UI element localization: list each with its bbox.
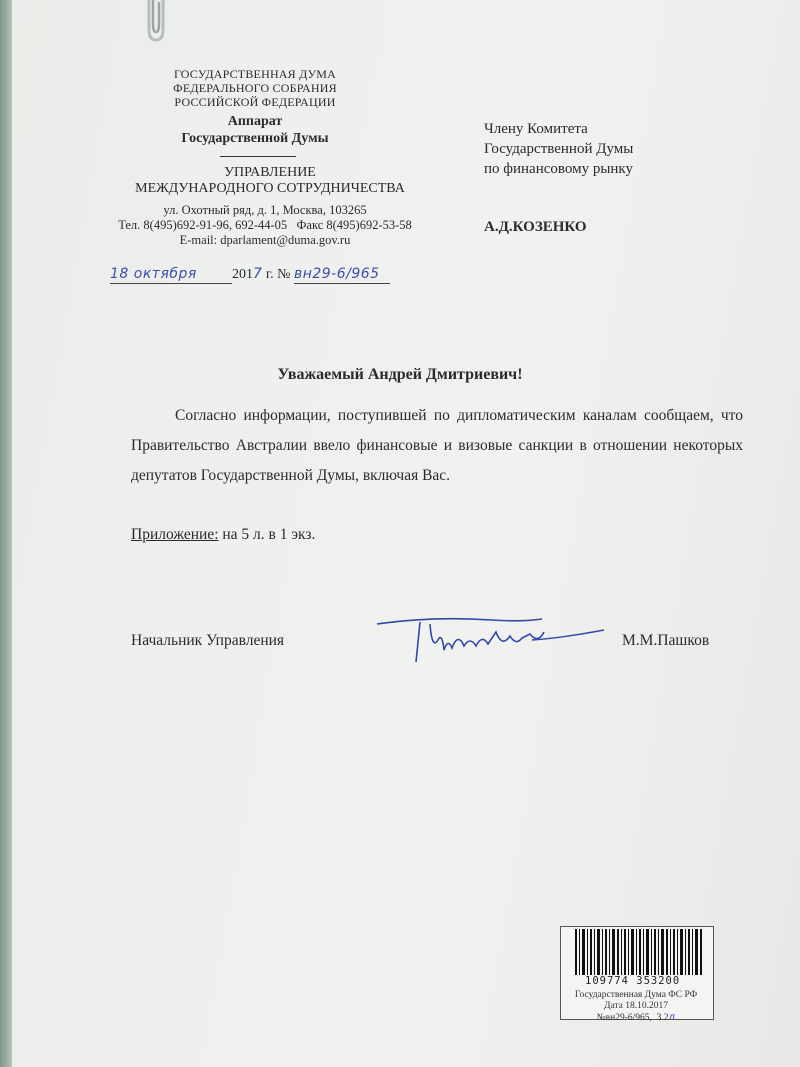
- letter-body: Согласно информации, поступившей по дипломатическим каналам сообщаем, что Правительство Австралии ввело финансовые и визовые санкции в отношении некоторых депутатов Государственной Думы, включая Вас.: [131, 407, 743, 484]
- addressee-block: [484, 119, 633, 179]
- attachment-label: Приложение:: [131, 526, 219, 543]
- attachment-text: на 5 л. в 1 экз.: [222, 526, 316, 543]
- letterhead-divider: [220, 156, 296, 157]
- addressee-line: по финансовому рынку: [484, 161, 634, 177]
- letterhead-line: УПРАВЛЕНИЕ: [224, 165, 316, 180]
- stamp-pages: 3.2: [656, 1013, 669, 1023]
- stamp-org: Государственная Дума ФС РФ: [574, 990, 698, 1000]
- handwritten-number: вн29-6/965: [293, 266, 380, 282]
- year-prefix: 201: [232, 267, 253, 282]
- signatory-name: М.М.Пашков: [622, 632, 710, 649]
- salutation: Уважаемый Андрей Дмитриевич!: [277, 366, 523, 383]
- addressee-name: А.Д.КОЗЕНКО: [484, 219, 587, 235]
- attachment-line: [131, 526, 315, 544]
- handwritten-signature: [372, 610, 612, 670]
- addressee-line: Члену Комитета: [484, 121, 588, 137]
- number-field: [294, 266, 390, 284]
- handwritten-year: 7: [253, 266, 263, 282]
- number-label: №: [277, 267, 291, 282]
- letterhead-line: ГОСУДАРСТВЕННАЯ ДУМА: [173, 67, 337, 81]
- stamp-pages-handwritten: л: [668, 1012, 676, 1023]
- letterhead-fax: Факс 8(495)692-53-58: [296, 218, 412, 232]
- handwritten-date: 18 октября: [110, 266, 197, 282]
- year-label: г.: [265, 267, 274, 282]
- letterhead-contacts: [100, 203, 430, 248]
- paper-clip-icon: [143, 0, 169, 44]
- letterhead-line: МЕЖДУНАРОДНОГО СОТРУДНИЧЕСТВА: [135, 181, 405, 196]
- letterhead-institution: [160, 67, 350, 109]
- letterhead-line: Государственной Думы: [181, 131, 329, 146]
- letterhead-line: РОССИЙСКОЙ ФЕДЕРАЦИИ: [174, 95, 336, 109]
- signatory-position: Начальник Управления: [131, 632, 285, 649]
- date-field: [110, 266, 232, 284]
- letterhead-department: [105, 165, 435, 197]
- stamp-number-value: №вн29-6/965,: [596, 1013, 652, 1023]
- letterhead-phones: [100, 218, 430, 233]
- letterhead-apparatus: [140, 113, 370, 147]
- date-number-line: [110, 266, 390, 284]
- stamp-date: Дата 18.10.2017: [603, 1001, 669, 1011]
- letterhead-line: ФЕДЕРАЛЬНОГО СОБРАНИЯ: [173, 81, 337, 95]
- stamp-number: [560, 1012, 712, 1024]
- letterhead-phone: Тел. 8(495)692-91-96, 692-44-05: [118, 218, 288, 232]
- letterhead-line: Аппарат: [227, 114, 283, 129]
- barcode-number: 109774 353200: [585, 975, 681, 987]
- letterhead-address: ул. Охотный ряд, д. 1, Москва, 103265: [163, 203, 367, 217]
- letterhead-email: E-mail: dparlament@duma.gov.ru: [179, 233, 351, 247]
- barcode: [573, 929, 703, 975]
- addressee-line: Государственной Думы: [484, 141, 634, 157]
